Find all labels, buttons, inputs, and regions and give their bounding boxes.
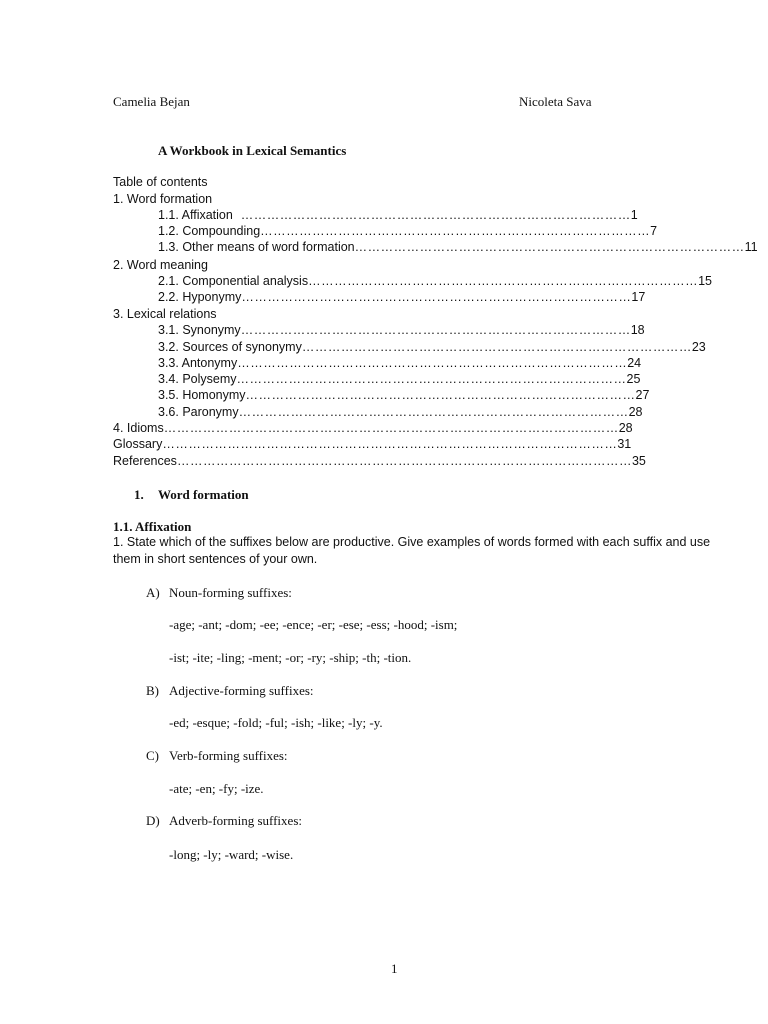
exercise-instruction: 1. State which of the suffixes below are productive. Give examples of words formed with each suffix and use them in short sentences of your own. [113, 535, 711, 566]
toc-row[interactable] [158, 355, 642, 371]
list-title: Adjective-forming suffixes: [169, 683, 314, 698]
document-title: A Workbook in Lexical Semantics [158, 143, 347, 158]
toc-page-number: 7 [650, 224, 658, 238]
toc-leader: ……………………………………………………………………………… [245, 388, 636, 402]
toc-page-number: 35 [631, 454, 646, 468]
list-title: Adverb-forming suffixes: [169, 813, 302, 828]
toc-item-text: 3.3. Antonymy [158, 356, 238, 370]
toc-item-text: 3.2. Sources of synonymy [158, 340, 302, 354]
toc-leader: ……………………………………………………………………………… [301, 340, 692, 354]
suffix-line: -ate; -en; -fy; -ize. [169, 781, 264, 796]
toc-leader: ……………………………………………………………………………… [260, 224, 651, 238]
toc-page-number: 28 [618, 421, 633, 435]
toc-row[interactable] [158, 387, 650, 403]
toc-leader: ……………………………………………………………………………… [354, 240, 745, 254]
toc-row[interactable] [113, 453, 646, 469]
subsection-heading: 1.1. Affixation [113, 519, 192, 534]
toc-row[interactable] [158, 404, 643, 420]
toc-page-number: 27 [635, 388, 650, 402]
toc-row[interactable] [113, 436, 632, 452]
toc-leader: ……………………………………………………………………………… [236, 372, 627, 386]
toc-item-text: Glossary [113, 437, 163, 451]
toc-page-number: 18 [630, 323, 645, 337]
toc-page-number: 24 [627, 356, 642, 370]
toc-row[interactable] [113, 191, 597, 207]
toc-leader: ……………………………………………………………………………… [308, 274, 699, 288]
toc-item-text: 1.2. Compounding [158, 224, 261, 238]
suffix-line: -ist; -ite; -ling; -ment; -or; -ry; -ship; -th; -tion. [169, 650, 412, 665]
toc-page-number: 11 [744, 240, 758, 254]
toc-item-text: 3. Lexical relations [113, 307, 217, 321]
list-label: B) [146, 683, 159, 698]
toc-row[interactable] [113, 257, 597, 273]
toc-page-number: 1 [630, 208, 638, 222]
list-title: Verb-forming suffixes: [169, 748, 288, 763]
toc-item-text: 1.1. Affixation [158, 208, 233, 222]
toc-item-text: 2. Word meaning [113, 258, 208, 272]
toc-item-text: 2.1. Componential analysis [158, 274, 309, 288]
author-left: Camelia Bejan [113, 94, 190, 109]
toc-page-number: 25 [626, 372, 641, 386]
toc-row[interactable] [158, 339, 706, 355]
toc-row[interactable] [158, 371, 641, 387]
toc-leader: …………………………………………………………………………………………… [163, 421, 619, 435]
toc-item-text: References [113, 454, 177, 468]
toc-row[interactable] [158, 273, 712, 289]
list-title: Noun-forming suffixes: [169, 585, 292, 600]
toc-page-number: 23 [691, 340, 706, 354]
toc-item-text: 2.2. Hyponymy [158, 290, 242, 304]
toc-leader: ……………………………………………………………………………… [241, 290, 632, 304]
toc-item-text: 3.6. Paronymy [158, 405, 239, 419]
toc-row[interactable] [113, 420, 633, 436]
toc-page-number: 17 [631, 290, 646, 304]
toc-item-text: 3.5. Homonymy [158, 388, 246, 402]
toc-row[interactable] [158, 239, 758, 255]
list-label: C) [146, 748, 159, 763]
toc-row[interactable] [158, 207, 638, 223]
suffix-line: -long; -ly; -ward; -wise. [169, 847, 294, 862]
list-label: A) [146, 585, 160, 600]
toc-page-number: 15 [698, 274, 712, 288]
toc-item-text: 4. Idioms [113, 421, 164, 435]
toc-item-text: 3.4. Polysemy [158, 372, 237, 386]
author-right: Nicoleta Sava [519, 94, 592, 109]
toc-page-number: 28 [628, 405, 643, 419]
toc-row[interactable] [158, 223, 658, 239]
toc-row[interactable] [158, 322, 645, 338]
toc-page-number: 31 [617, 437, 632, 451]
toc-item-text: 3.1. Synonymy [158, 323, 241, 337]
toc-leader: ……………………………………………………………………………… [232, 208, 631, 222]
section-number: 1. [134, 487, 144, 502]
suffix-line: -ed; -esque; -fold; -ful; -ish; -like; -ly; -y. [169, 715, 383, 730]
page-number: 1 [391, 961, 398, 976]
section-title: Word formation [158, 487, 249, 502]
list-label: D) [146, 813, 160, 828]
toc-leader: ……………………………………………………………………………… [240, 323, 631, 337]
toc-row[interactable] [158, 289, 646, 305]
toc-leader: ……………………………………………………………………………… [238, 405, 629, 419]
toc-row[interactable] [113, 306, 597, 322]
toc-leader: …………………………………………………………………………………………… [176, 454, 632, 468]
toc-item-text: 1.3. Other means of word formation [158, 240, 355, 254]
toc-leader: …………………………………………………………………………………………… [162, 437, 618, 451]
toc-item-text: 1. Word formation [113, 192, 213, 206]
toc-leader: ……………………………………………………………………………… [237, 356, 628, 370]
suffix-line: -age; -ant; -dom; -ee; -ence; -er; -ese; -ess; -hood; -ism; [169, 617, 458, 632]
toc-heading: Table of contents [113, 175, 208, 189]
